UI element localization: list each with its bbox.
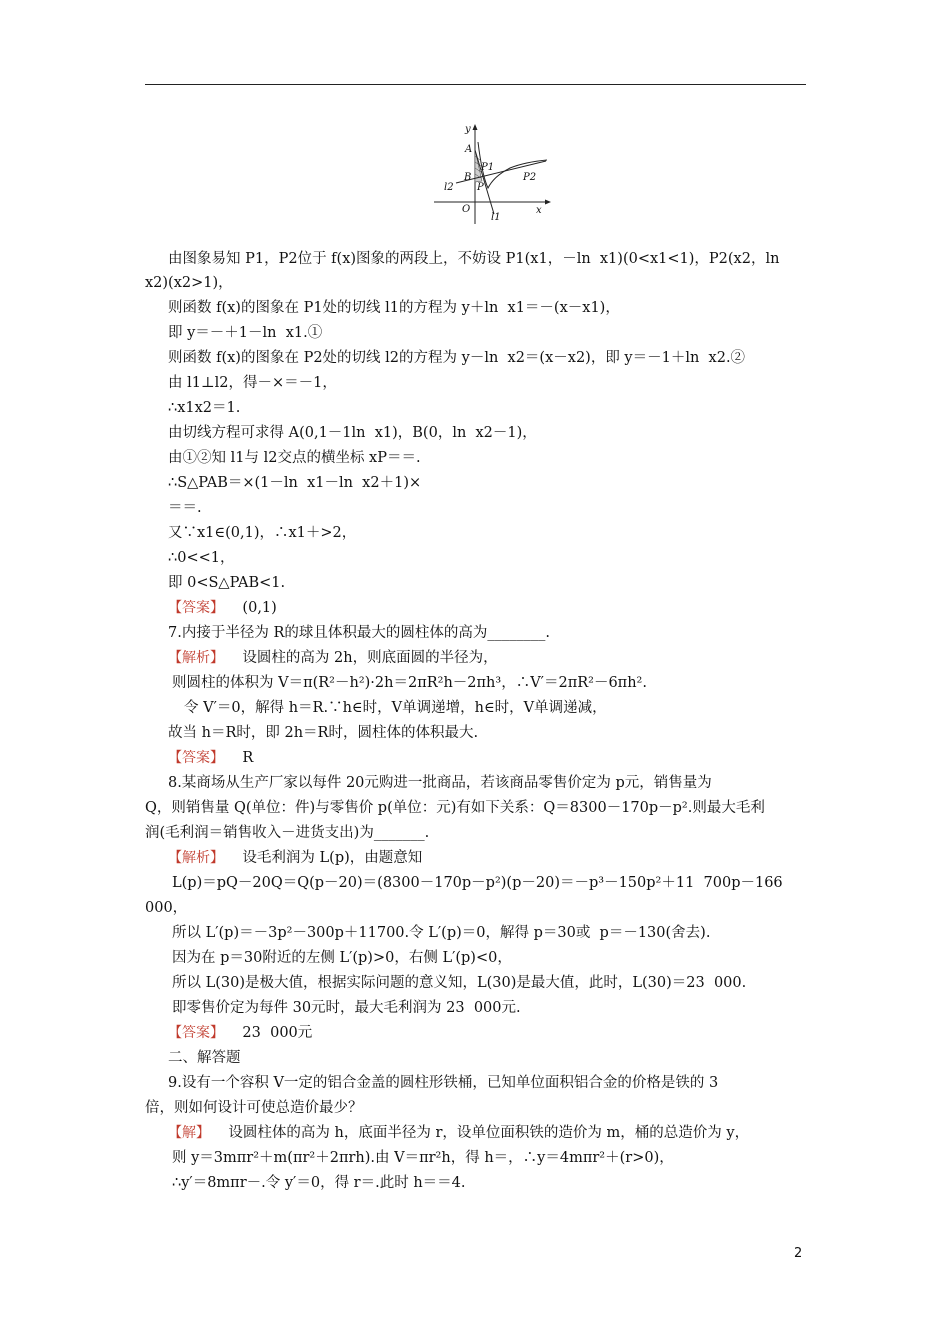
solution-line: 由 l1⊥l2，得－×＝－1， bbox=[168, 375, 337, 391]
label-P: P bbox=[477, 182, 484, 193]
jie-text: 设圆柱体的高为 h，底面半径为 r，设单位面积铁的造价为 m，桶的总造价为 y， bbox=[210, 1125, 750, 1141]
answer-tag: 【答案】 bbox=[168, 600, 224, 616]
jiexi-tag: 【解析】 bbox=[168, 650, 224, 666]
solution-line: 由图象易知 P1，P2位于 f(x)图象的两段上，不妨设 P1(x1，－ln x1)(0<x1<1)，P2(x2，ln bbox=[168, 251, 780, 267]
solution-line: 由①②知 l1与 l2交点的横坐标 xP＝＝. bbox=[168, 450, 421, 466]
q9-jie bbox=[168, 1124, 838, 1142]
solution-line: 则圆柱的体积为 V＝π(R²－h²)·2h＝2πR²h－2πh³，∴V′＝2πR²－6πh². bbox=[172, 675, 647, 691]
label-l2: l2 bbox=[444, 182, 454, 193]
solution-line: 又∵x1∈(0,1)，∴x1＋>2， bbox=[168, 525, 357, 541]
solution-line: ∴y′＝8mπr－.令 y′＝0，得 r＝.此时 h＝＝4. bbox=[172, 1175, 466, 1191]
label-P1: P1 bbox=[481, 162, 495, 173]
question-9: 倍，则如何设计可使总造价最少？ bbox=[145, 1100, 363, 1116]
solution-line: 000， bbox=[145, 900, 188, 916]
jie-tag: 【解】 bbox=[168, 1125, 210, 1141]
y-axis-arrow bbox=[473, 124, 478, 130]
solution-line: 因为在 p＝30附近的左侧 L′(p)>0，右侧 L′(p)<0， bbox=[172, 950, 512, 966]
solution-line: 故当 h＝R时，即 2h＝R时，圆柱体的体积最大. bbox=[168, 725, 479, 741]
label-A: A bbox=[465, 144, 473, 155]
q8-jiexi bbox=[168, 849, 838, 867]
solution-line: 则函数 f(x)的图象在 P1处的切线 l1的方程为 y＋ln x1＝－(x－x1)， bbox=[168, 300, 620, 316]
solution-line: ＝＝. bbox=[168, 500, 202, 516]
question-8: 润(毛利润＝销售收入－进货支出)为_______. bbox=[145, 825, 430, 841]
header-rule bbox=[145, 84, 806, 85]
question-9: 9.设有一个容积 V一定的铝合金盖的圆柱形铁桶，已知单位面积铝合金的价格是铁的 3 bbox=[168, 1075, 719, 1091]
answer-8 bbox=[168, 1024, 838, 1042]
solution-line: ∴S△PAB＝×(1－ln x1－ln x2＋1)× bbox=[168, 475, 422, 491]
question-8: 8.某商场从生产厂家以每件 20元购进一批商品，若该商品零售价定为 p元，销售量为 bbox=[168, 775, 712, 791]
section-heading: 二、解答题 bbox=[168, 1050, 241, 1066]
solution-line: L(p)＝pQ－20Q＝Q(p－20)＝(8300－170p－p²)(p－20)＝－p³－150p²＋11 700p－166 bbox=[172, 875, 783, 891]
jiexi-tag: 【解析】 bbox=[168, 850, 224, 866]
answer-text: 23 000元 bbox=[224, 1025, 313, 1041]
solution-line: ∴x1x2＝1. bbox=[168, 400, 241, 416]
solution-line: 所以 L(30)是极大值，根据实际问题的意义知，L(30)是最大值，此时，L(30)＝23 000. bbox=[172, 975, 747, 991]
label-l1: l1 bbox=[491, 212, 501, 223]
label-B: B bbox=[464, 172, 472, 183]
answer-text: R bbox=[224, 750, 254, 766]
solution-line: 则 y＝3mπr²＋m(πr²＋2πrh).由 V＝πr²h，得 h＝，∴y＝4mπr²＋(r>0)， bbox=[172, 1150, 674, 1166]
label-x: x bbox=[536, 205, 542, 216]
solution-line: 即 y＝－＋1－ln x1.① bbox=[168, 325, 323, 341]
solution-line: x2)(x2>1)， bbox=[145, 275, 233, 291]
q7-jiexi bbox=[168, 649, 838, 667]
tangent-lines-figure bbox=[420, 120, 555, 225]
x-axis-arrow bbox=[545, 200, 551, 205]
solution-line: 令 V′＝0，解得 h＝R.∵h∈时，V单调递增，h∈时，V单调递减， bbox=[184, 700, 607, 716]
question-7: 7.内接于半径为 R的球且体积最大的圆柱体的高为________. bbox=[168, 625, 550, 641]
solution-line: 则函数 f(x)的图象在 P2处的切线 l2的方程为 y－ln x2＝(x－x2)，即 y＝－1＋ln x2.② bbox=[168, 350, 746, 366]
solution-line: ∴0<<1， bbox=[168, 550, 235, 566]
label-O: O bbox=[462, 204, 471, 215]
question-8: Q，则销售量 Q(单位：件)与零售价 p(单位：元)有如下关系：Q＝8300－170p－p².则最大毛利 bbox=[145, 800, 765, 816]
answer-6 bbox=[168, 599, 838, 617]
solution-line: 即 0<S△PAB<1. bbox=[168, 575, 286, 591]
answer-7 bbox=[168, 749, 838, 767]
answer-tag: 【答案】 bbox=[168, 1025, 224, 1041]
jiexi-text: 设圆柱的高为 2h，则底面圆的半径为， bbox=[224, 650, 498, 666]
label-y: y bbox=[465, 124, 471, 135]
label-P2: P2 bbox=[523, 172, 537, 183]
jiexi-text: 设毛利润为 L(p)，由题意知 bbox=[224, 850, 423, 866]
answer-tag: 【答案】 bbox=[168, 750, 224, 766]
page-number: 2 bbox=[794, 1246, 803, 1261]
solution-line: 由切线方程可求得 A(0,1－1ln x1)，B(0，ln x2－1)， bbox=[168, 425, 537, 441]
solution-line: 所以 L′(p)＝－3p²－300p＋11700.令 L′(p)＝0，解得 p＝30或 p＝－130(舍去). bbox=[172, 925, 711, 941]
answer-text: (0,1) bbox=[224, 600, 277, 616]
solution-line: 即零售价定为每件 30元时，最大毛利润为 23 000元. bbox=[172, 1000, 521, 1016]
